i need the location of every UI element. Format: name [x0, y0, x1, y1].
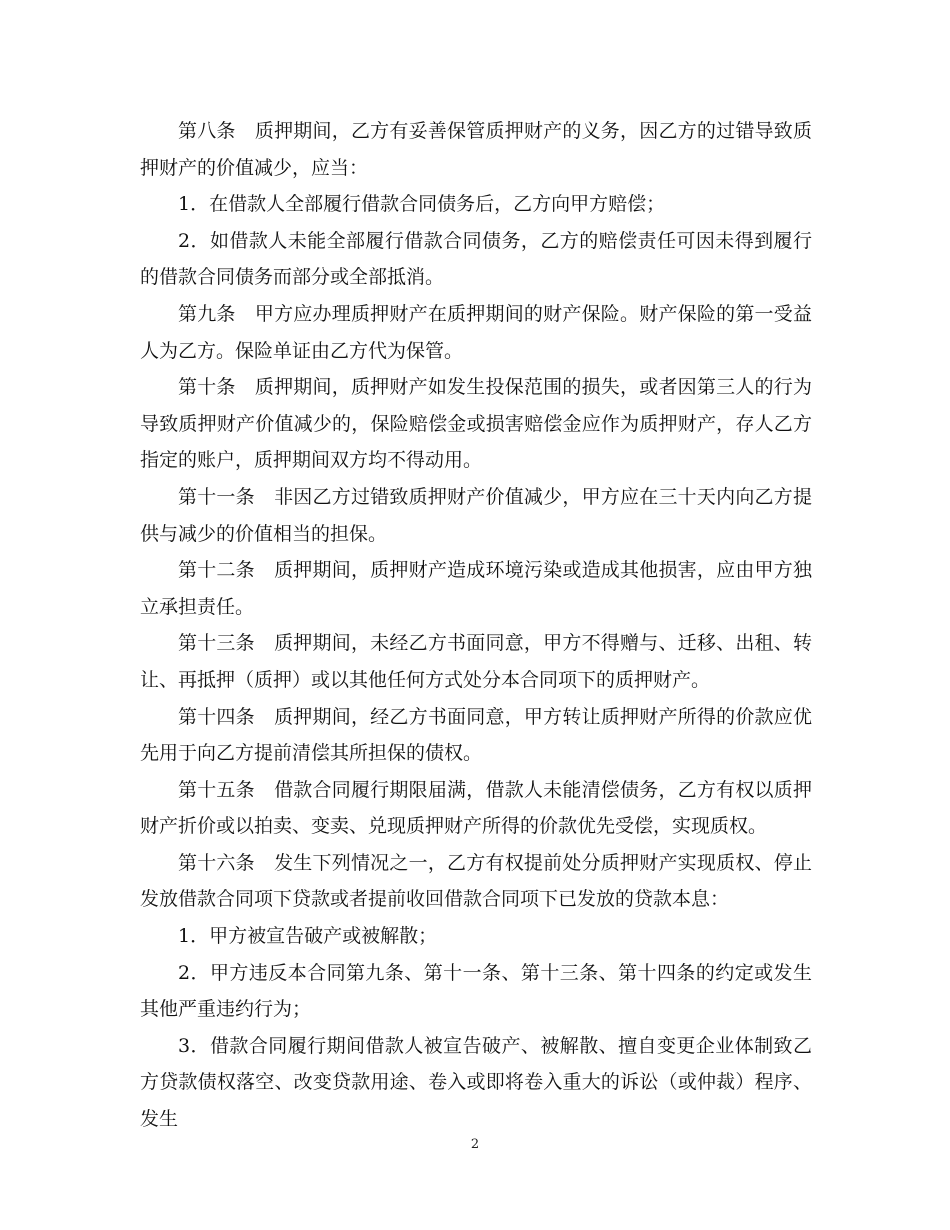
- article-9-paragraph: 第九条 甲方应办理质押财产在质押期间的财产保险。财产保险的第一受益人为乙方。保险单证由乙方代为保管。: [140, 302, 812, 362]
- article-16-item-3: 3．借款合同履行期间借款人被宣告破产、被解散、擅自变更企业体制致乙方贷款债权落空、改变贷款用途、卷入或即将卷入重大的诉讼（或仲裁）程序、发生: [140, 1034, 812, 1131]
- article-16-paragraph: 第十六条 发生下列情况之一，乙方有权提前处分质押财产实现质权、停止发放借款合同项下贷款或者提前收回借款合同项下已发放的贷款本息：: [140, 851, 812, 911]
- article-8-paragraph: 第八条 质押期间，乙方有妥善保管质押财产的义务，因乙方的过错导致质押财产的价值减少，应当：: [140, 120, 812, 179]
- article-12-paragraph: 第十二条 质押期间，质押财产造成环境污染或造成其他损害，应由甲方独立承担责任。: [140, 559, 812, 618]
- article-8-item-1: 1．在借款人全部履行借款合同债务后，乙方向甲方赔偿；: [178, 193, 666, 216]
- article-16-item-1: 1．甲方被宣告破产或被解散；: [178, 925, 438, 948]
- article-10-paragraph: 第十条 质押期间，质押财产如发生投保范围的损失，或者因第三人的行为导致质押财产价值减少的，保险赔偿金或损害赔偿金应作为质押财产，存人乙方指定的账户，质押期间双方均不得动用。: [140, 376, 812, 472]
- article-11-paragraph: 第十一条 非因乙方过错致质押财产价值减少，甲方应在三十天内向乙方提供与减少的价值相当的担保。: [140, 485, 812, 545]
- article-15-paragraph: 第十五条 借款合同履行期限届满，借款人未能清偿债务，乙方有权以质押财产折价或以拍卖、变卖、兑现质押财产所得的价款优先受偿，实现质权。: [140, 778, 812, 838]
- article-13-paragraph: 第十三条 质押期间，未经乙方书面同意，甲方不得赠与、迁移、出租、转让、再抵押（质押）或以其他任何方式处分本合同项下的质押财产。: [140, 632, 812, 691]
- article-8-item-2: 2．如借款人未能全部履行借款合同债务，乙方的赔偿责任可因未得到履行的借款合同债务而部分或全部抵消。: [140, 229, 812, 289]
- article-14-paragraph: 第十四条 质押期间，经乙方书面同意，甲方转让质押财产所得的价款应优先用于向乙方提前清偿其所担保的债权。: [140, 705, 812, 765]
- article-16-item-2: 2．甲方违反本合同第九条、第十一条、第十三条、第十四条的约定或发生其他严重违约行为；: [140, 961, 812, 1021]
- page-number: 2: [470, 1137, 480, 1152]
- document-body: [140, 113, 812, 1138]
